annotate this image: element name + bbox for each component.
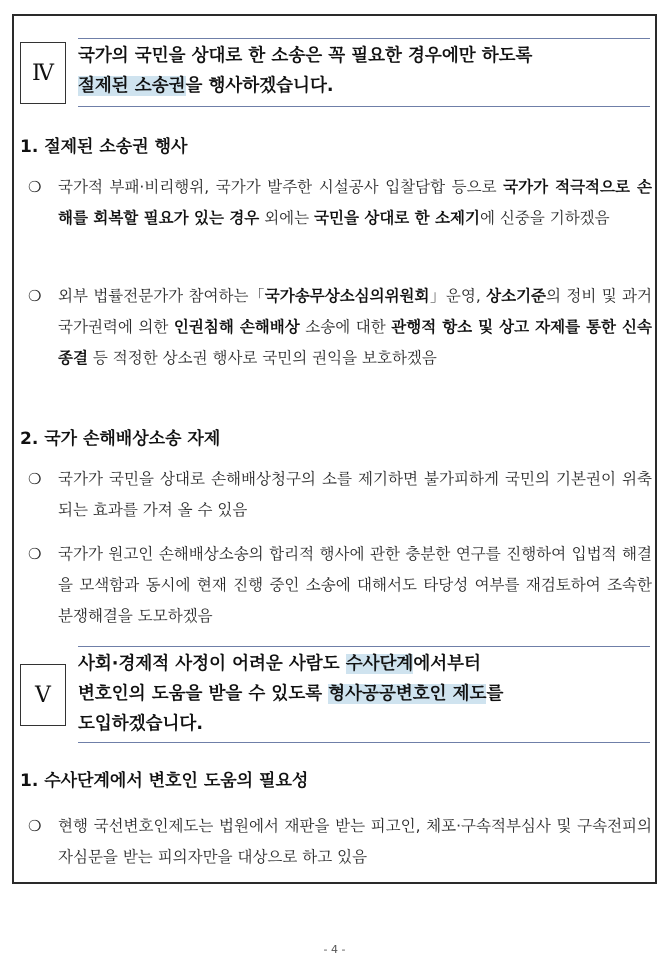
header-top-rule bbox=[78, 646, 650, 647]
item-text: 에 신중을 기하겠음 bbox=[479, 209, 610, 227]
heading-highlight: 형사공공변호인 제도 bbox=[328, 684, 487, 704]
list-item bbox=[28, 172, 652, 234]
heading-line: 도입하겠습니다. bbox=[78, 714, 203, 734]
bullet-icon: ❍ bbox=[28, 470, 42, 488]
section-v-header bbox=[20, 646, 650, 746]
bullet-icon: ❍ bbox=[28, 178, 42, 196]
list-item bbox=[28, 281, 652, 374]
item-emphasis: 인권침해 손해배상 bbox=[173, 318, 300, 336]
item-text: 등 적정한 상소권 행사로 국민의 권익을 보호하겠음 bbox=[87, 349, 437, 367]
item-text: 외부 법률전문가가 참여하는「 bbox=[58, 287, 265, 305]
item-emphasis: 관행적 항소 및 상고 자제를 통한 신속 종결 bbox=[58, 318, 652, 367]
item-text: 」운영, bbox=[429, 287, 487, 305]
heading-line: 국가의 국민을 상대로 한 소송은 꼭 필요한 경우에만 하도록 bbox=[78, 46, 533, 66]
subheading: 1. 절제된 소송권 행사 bbox=[20, 137, 188, 157]
header-bottom-rule bbox=[78, 106, 650, 107]
item-emphasis: 국가송무상소심의위원회 bbox=[264, 287, 430, 305]
heading-line: 을 행사하겠습니다. bbox=[185, 76, 334, 96]
header-bottom-rule bbox=[78, 742, 650, 743]
roman-numeral-v: Ⅴ bbox=[20, 664, 66, 726]
section-v-heading bbox=[78, 649, 650, 739]
list-item bbox=[28, 811, 652, 873]
item-emphasis: 국가가 적극적으로 손해를 회복할 필요가 있는 경우 bbox=[58, 178, 652, 227]
bullet-icon: ❍ bbox=[28, 287, 42, 305]
bullet-icon: ❍ bbox=[28, 545, 42, 563]
bullet-icon: ❍ bbox=[28, 817, 42, 835]
item-text: 국가가 원고인 손해배상소송의 합리적 행사에 관한 충분한 연구를 진행하여 입법적 해결을 모색함과 동시에 현재 진행 중인 소송에 대해서도 타당성 여부를 재검토하여 조속한 분쟁해결을 도모하겠음 bbox=[58, 545, 652, 625]
item-text: 외에는 bbox=[259, 209, 315, 227]
item-text: 국가적 부패·비리행위, 국가가 발주한 시설공사 입찰담합 등으로 bbox=[58, 178, 504, 196]
header-top-rule bbox=[78, 38, 650, 39]
heading-highlight: 절제된 소송권 bbox=[78, 76, 186, 96]
heading-line: 를 bbox=[486, 684, 504, 704]
item-text: 국가가 국민을 상대로 손해배상청구의 소를 제기하면 불가피하게 국민의 기본권이 위축되는 효과를 가져 올 수 있음 bbox=[58, 470, 652, 519]
subheading: 2. 국가 손해배상소송 자제 bbox=[20, 429, 221, 449]
list-item bbox=[28, 464, 652, 526]
section-iv-heading bbox=[78, 41, 650, 101]
heading-highlight: 수사단계 bbox=[345, 654, 414, 674]
roman-numeral-iv: Ⅳ bbox=[20, 42, 66, 104]
item-emphasis: 상소기준 bbox=[486, 287, 547, 305]
item-text: 소송에 대한 bbox=[299, 318, 392, 336]
heading-line: 사회·경제적 사정이 어려운 사람도 bbox=[78, 654, 346, 674]
item-text: 의 정비 및 과거 국가권력에 의한 bbox=[58, 287, 652, 336]
page-number: - 4 - bbox=[323, 943, 346, 956]
section-iv-header bbox=[20, 38, 650, 108]
item-text: 현행 국선변호인제도는 법원에서 재판을 받는 피고인, 체포·구속적부심사 및 구속전피의자심문을 받는 피의자만을 대상으로 하고 있음 bbox=[58, 817, 652, 866]
heading-line: 변호인의 도움을 받을 수 있도록 bbox=[78, 684, 329, 704]
subheading: 1. 수사단계에서 변호인 도움의 필요성 bbox=[20, 771, 309, 791]
list-item bbox=[28, 539, 652, 632]
item-emphasis: 국민을 상대로 한 소제기 bbox=[314, 209, 480, 227]
heading-line: 에서부터 bbox=[413, 654, 481, 674]
